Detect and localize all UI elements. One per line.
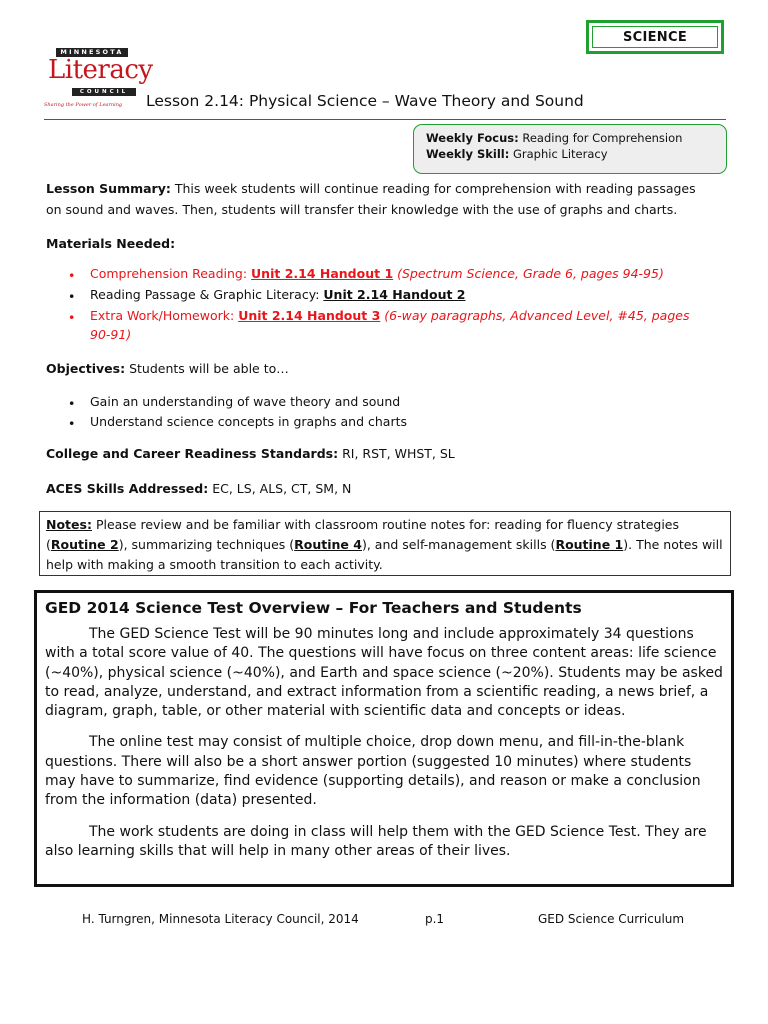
bullet: • [68,310,76,325]
objective-item-2: Understand science concepts in graphs and charts [90,414,408,429]
weekly-skill-label: Weekly Skill: [426,147,510,161]
bullet: • [68,416,76,431]
lesson-summary-line-2: on sound and waves. Then, students will transfer their knowledge with the use of graphs and charts. [46,202,678,217]
objectives-label: Objectives: [46,361,126,376]
routine-2-link[interactable]: Routine 2 [50,537,119,552]
notes-paren: ( [46,537,51,552]
subject-badge-label: SCIENCE [592,26,718,48]
notes-text-1: Please review and be familiar with classroom routine notes for: reading for fluency strategies [95,517,680,532]
standards-label: College and Career Readiness Standards: [46,446,339,461]
routine-4-link[interactable]: Routine 4 [294,537,362,552]
bullet: • [68,289,76,304]
page-title: Lesson 2.14: Physical Science – Wave Theory and Sound [146,92,584,110]
handout-3-link[interactable]: Unit 2.14 Handout 3 [238,308,381,323]
ged-overview-box [34,590,734,887]
standards-line [46,446,455,461]
weekly-focus-value: Reading for Comprehension [522,131,683,145]
materials-heading: Materials Needed: [46,236,176,251]
handout-1-link[interactable]: Unit 2.14 Handout 1 [251,266,394,281]
material-3-prefix: Extra Work/Homework: [90,308,239,323]
material-item-3-cont [90,327,131,342]
ged-paragraph-1: The GED Science Test will be 90 minutes long and include approximately 34 questions with a total score value of 40. The questions will have focus on three content areas: life science (~40%), physical science (~40%), and Earth and space science (~20%). Students may be asked to read, analyze, understand, and extract information from a scientific reading, a news brief, a diagram, graph, table, or other material with scientific data and concepts or ideas. [45,626,723,720]
footer-curriculum: GED Science Curriculum [538,912,685,926]
footer-author: H. Turngren, Minnesota Literacy Council, 2014 [82,912,359,926]
ged-paragraph-2: The online test may consist of multiple choice, drop down menu, and fill-in-the-blank questions. There will also be a short answer portion (suggested 10 minutes) where students may have to summarize, find evidence (supporting details), and reason or make a conclusion from the information (data) presented. [45,734,701,809]
notes-line-3: help with making a smooth transition to each activity. [46,557,383,572]
notes-label: Notes: [46,517,92,532]
ged-overview-title: GED 2014 Science Test Overview – For Teachers and Students [45,599,582,617]
notes-text-4: ), and self-management skills ( [361,537,556,552]
notes-line-1 [46,515,724,535]
routine-1-link[interactable]: Routine 1 [555,537,624,552]
material-2-prefix: Reading Passage & Graphic Literacy: [90,287,324,302]
aces-line [46,481,351,496]
footer-page-number: p.1 [425,912,445,926]
weekly-focus-box [413,124,727,174]
notes-text-3: ), summarizing techniques ( [118,537,295,552]
weekly-focus-label: Weekly Focus: [426,131,519,145]
logo-word: Literacy [48,55,153,85]
bullet: • [68,396,76,411]
lesson-summary-label: Lesson Summary: [46,181,171,196]
aces-value: EC, LS, ALS, CT, SM, N [212,481,352,496]
subject-badge [586,20,724,54]
lesson-summary-line-1 [46,181,696,196]
logo-council: COUNCIL [72,88,136,96]
material-item-3 [90,308,689,323]
material-1-source: (Spectrum Science, Grade 6, pages 94-95) [393,266,664,281]
lesson-summary-text-1: This week students will continue reading for comprehension with reading passages [174,181,696,196]
material-3-source-cont: 90-91) [90,327,132,342]
material-item-2 [90,287,466,302]
notes-text-5: ). The notes will [623,537,723,552]
objectives-intro: Students will be able to… [129,361,289,376]
literacy-council-logo [44,48,153,112]
objectives-line [46,361,289,376]
standards-value: RI, RST, WHST, SL [342,446,455,461]
handout-2-link[interactable]: Unit 2.14 Handout 2 [323,287,466,302]
weekly-skill-row [426,146,714,162]
notes-line-2 [46,535,724,555]
bullet: • [68,268,76,283]
logo-tagline: Sharing the Power of Learning [44,102,123,108]
weekly-focus-row [426,130,714,146]
weekly-skill-value: Graphic Literacy [512,147,608,161]
material-3-source: (6-way paragraphs, Advanced Level, #45, pages [380,308,690,323]
material-1-prefix: Comprehension Reading: [90,266,252,281]
objective-item-1: Gain an understanding of wave theory and sound [90,394,401,409]
ged-paragraph-3: The work students are doing in class will help them with the GED Science Test. They are also learning skills that will help in many other areas of their lives. [45,823,707,859]
logo-state: MINNESOTA [56,48,128,57]
aces-label: ACES Skills Addressed: [46,481,209,496]
title-divider [44,119,726,120]
notes-box [39,511,731,576]
material-item-1 [90,266,664,281]
